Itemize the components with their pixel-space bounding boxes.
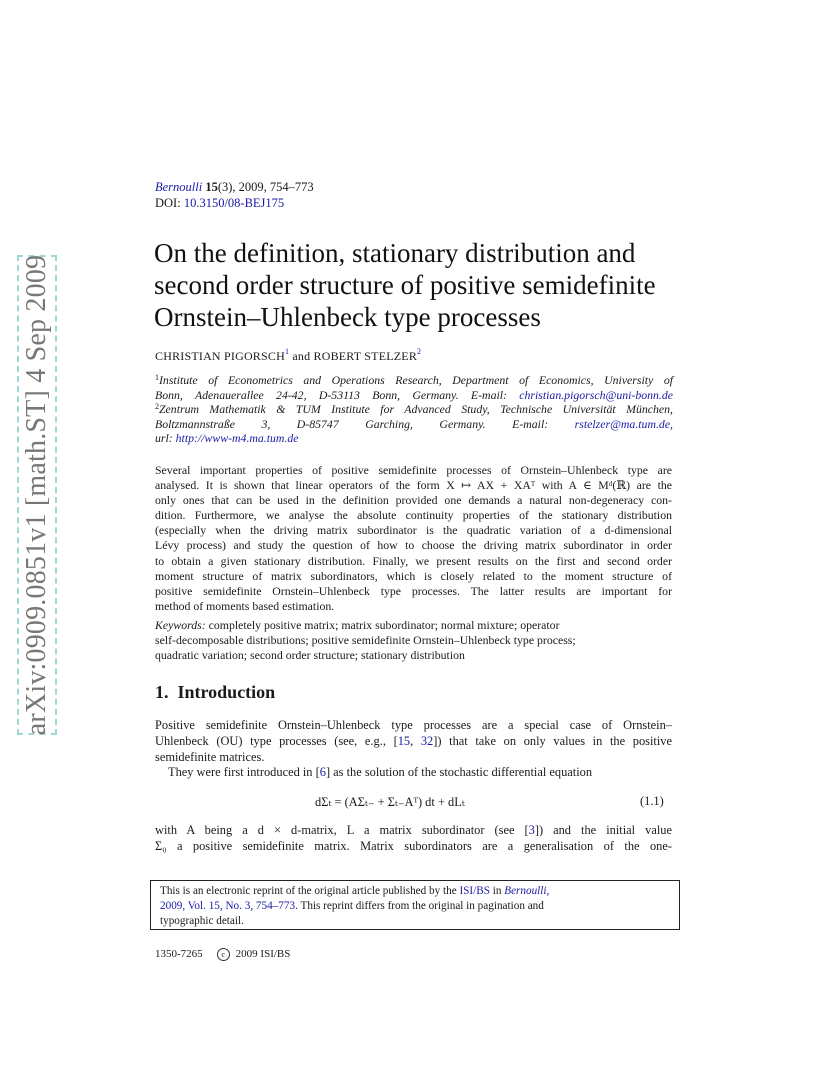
journal-link[interactable]: Bernoulli, [504, 885, 550, 897]
body-line: Positive semidefinite Ornstein–Uhlenbeck type processes are a special case of Ornstein– [155, 718, 672, 732]
citation-link[interactable]: 3 [528, 823, 535, 837]
email-link[interactable]: christian.pigorsch@uni-bonn.de [519, 387, 673, 402]
body-line: Σ₀ a positive semidefinite matrix. Matrix subordinators are a generalisation of the one- [155, 839, 672, 854]
doi-label: DOI: [155, 196, 181, 210]
body-line: with A being a d × d-matrix, L a matrix subordinator (see [3]) and the initial value [155, 823, 672, 837]
abstract-line: only ones that can be used in the definition provided one demands a natural non-degeneracy con- [155, 493, 672, 508]
journal-issue-year-pages: (3), 2009, 754–773 [217, 180, 314, 194]
section-number: 1. [155, 682, 169, 702]
author-conjunction: and [292, 349, 311, 363]
abstract-line: Several important properties of positive semidefinite processes of Ornstein–Uhlenbeck type are [155, 463, 672, 477]
journal-name-link[interactable]: Bernoulli [155, 180, 203, 194]
section-title: Introduction [177, 682, 276, 702]
keywords [155, 618, 672, 663]
doi-link[interactable]: 10.3150/08-BEJ175 [183, 196, 285, 210]
equation: dΣₜ = (AΣₜ₋ + Σₜ₋Aᵀ) dt + dLₜ [315, 795, 465, 809]
doi-line [155, 196, 284, 211]
abstract-line: dition. Furthermore, we analyse the absolute continuity properties of the stationary distribution [155, 508, 672, 523]
intro-paragraph [155, 822, 672, 854]
citation-link[interactable]: 32 [420, 734, 434, 749]
body-line: Uhlenbeck (OU) type processes (see, e.g., [15, 32]) that take on only values in the positive [155, 734, 672, 749]
affiliations [155, 373, 673, 446]
issue-link[interactable]: 2009, Vol. 15, No. 3, 754–773 [160, 900, 296, 912]
affiliation-marker: 2 [155, 402, 159, 412]
arxiv-identifier: arXiv:0909.0851v1 [math.ST] 4 Sep 2009 [21, 254, 52, 736]
intro-paragraph: They were first introduced in [6] as the solution of the stochastic differential equation [168, 765, 593, 779]
page-footer [155, 948, 290, 961]
author-name: ROBERT STELZER [313, 349, 418, 363]
copyright-icon: c [217, 948, 230, 961]
title-line: On the definition, stationary distribution and [154, 238, 636, 268]
reprint-notice [160, 884, 670, 929]
affiliation-line: Bonn, Adenauerallee 24-42, D-53113 Bonn, Germany. E-mail: christian.pigorsch@uni-bonn.de [155, 387, 673, 402]
paper-title [154, 237, 714, 333]
affiliation-line: Boltzmannstraße 3, D-85747 Garching, Germany. E-mail: rstelzer@ma.tum.de, [155, 416, 674, 431]
email-link[interactable]: rstelzer@ma.tum.de, [574, 416, 674, 431]
affiliation-line: $^2$Zentrum Mathematik & TUM Institute for Advanced Study, Technische Universität München, [155, 402, 673, 417]
keywords-label: Keywords: [155, 618, 206, 632]
abstract-line: positive semidefinite Ornstein–Uhlenbeck type processes. The latter results are important for [155, 583, 672, 598]
publisher-link[interactable]: ISI/BS [459, 885, 490, 897]
abstract [155, 463, 672, 614]
keywords-line: self-decomposable distributions; positive semidefinite Ornstein–Uhlenbeck type process; [155, 633, 576, 647]
url-link[interactable]: http://www-m4.ma.tum.de [175, 431, 299, 446]
abstract-line: Lévy process) and study the question of how to choose the driving matrix subordinator in order [155, 538, 672, 553]
equation-number: (1.1) [640, 794, 664, 808]
citation-link[interactable]: 6 [319, 765, 326, 779]
journal-citation [155, 180, 314, 195]
author-name: CHRISTIAN PIGORSCH [155, 349, 285, 363]
intro-paragraph [155, 717, 672, 765]
abstract-line: (especially when the driving matrix subordinator is the quadratic variation of a d-dimensional [155, 523, 672, 538]
title-line: second order structure of positive semidefinite [154, 270, 656, 300]
affiliation-marker: 1 [155, 373, 159, 382]
affiliation-line: $^1$Institute of Econometrics and Operations Research, Department of Economics, University of [155, 373, 673, 387]
author-list [155, 349, 421, 364]
keywords-line: quadratic variation; second order structure; stationary distribution [155, 648, 465, 662]
reprint-line: This is an electronic reprint of the original article published by the ISI/BS in Bernoulli, [160, 885, 550, 897]
copyright-text: 2009 ISI/BS [235, 948, 291, 961]
abstract-line: to obtain a given stationary distribution. Finally, we present results on the first and second order [155, 553, 672, 568]
issn: 1350-7265 [155, 948, 203, 961]
section-heading [155, 682, 275, 703]
title-line: Ornstein–Uhlenbeck type processes [154, 302, 541, 332]
reprint-line: typographic detail. [160, 915, 244, 927]
abstract-line: analysed. It is shown that linear operators of the form X ↦ AX + XAᵀ with A ∈ Mᵈ(ℝ) are the [155, 478, 672, 493]
reprint-line: 2009, Vol. 15, No. 3, 754–773. This reprint differs from the original in pagination and [160, 900, 544, 912]
abstract-line: moment structure of matrix subordinators, which is closely related to the moment structure of [155, 568, 672, 583]
affiliation-line: url: http://www-m4.ma.tum.de [155, 431, 299, 446]
author-affiliation-ref[interactable]: 2 [417, 347, 422, 356]
citation-link[interactable]: 15 [397, 734, 411, 749]
author-affiliation-ref[interactable]: 1 [284, 347, 290, 356]
body-line: semidefinite matrices. [155, 750, 265, 765]
keywords-line: Keywords: completely positive matrix; matrix subordinator; normal mixture; operator [155, 618, 560, 632]
abstract-line: method of moments based estimation. [155, 598, 335, 613]
journal-volume: 15 [205, 180, 218, 194]
